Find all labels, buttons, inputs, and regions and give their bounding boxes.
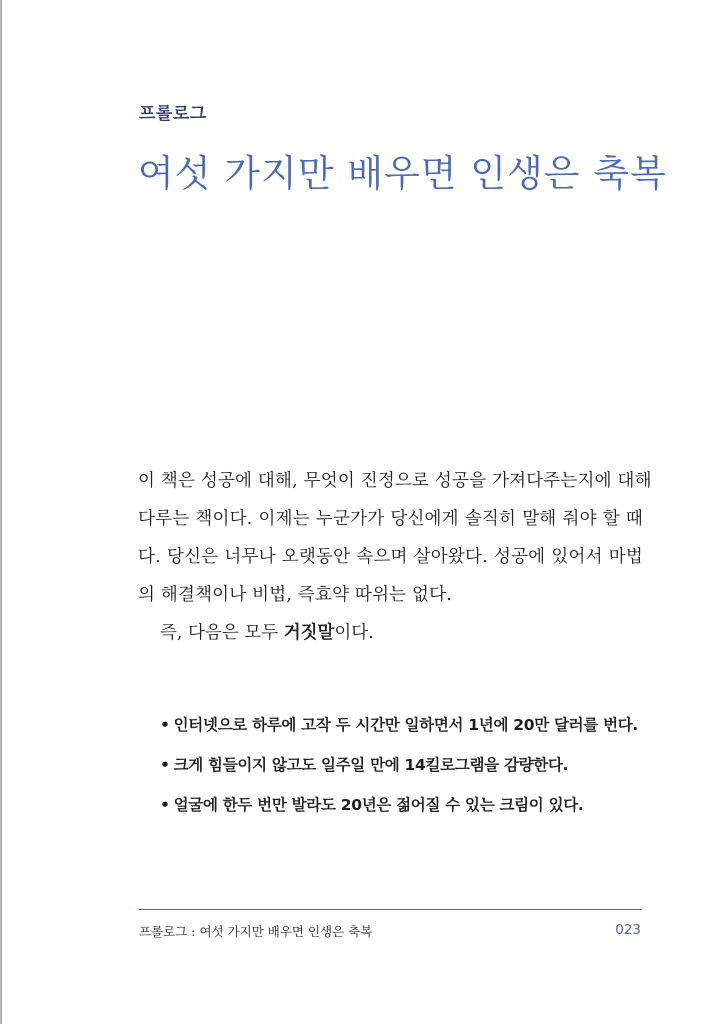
page-number: 023: [615, 922, 641, 938]
bullet-text: 크게 힘들이지 않고도 일주일 만에 14킬로그램을 감량한다.: [173, 756, 569, 774]
section-label: 프롤로그: [139, 104, 207, 124]
emphasis-word: 거짓말: [283, 623, 335, 643]
bullet-marker: •: [160, 756, 170, 774]
bullet-text: 얼굴에 한두 번만 발라도 20년은 젊어질 수 있는 크림이 있다.: [173, 796, 584, 814]
bullet-list: [160, 705, 640, 825]
bullet-item: [160, 745, 640, 785]
bullet-marker: •: [160, 796, 170, 814]
body-line: 이 책은 성공에 대해, 무엇이 진정으로 성공을 가져다주는지에 대해: [138, 471, 652, 491]
body-line: 다. 당신은 너무나 오랫동안 속으며 살아왔다. 성공에 있어서 마법: [138, 547, 643, 567]
indented-line: [138, 614, 643, 652]
footer-rule: [139, 909, 642, 910]
page-edge: [0, 0, 2, 1024]
footer-running-title: 프롤로그 : 여섯 가지만 배우면 인생은 축복: [139, 924, 373, 939]
bullet-marker: •: [160, 716, 170, 734]
chapter-title: 여섯 가지만 배우면 인생은 축복: [138, 152, 667, 195]
body-line: 다루는 책이다. 이제는 누군가가 당신에게 솔직히 말해 줘야 할 때: [138, 509, 643, 529]
bullet-item: [160, 785, 640, 825]
body-paragraph: [138, 462, 652, 652]
bullet-item: [160, 705, 640, 745]
body-line: 의 해결책이나 비법, 즉효약 따위는 없다.: [138, 585, 453, 605]
indented-line-before: 즉, 다음은 모두: [160, 623, 284, 643]
bullet-text: 인터넷으로 하루에 고작 두 시간만 일하면서 1년에 20만 달러를 번다.: [173, 716, 639, 734]
indented-line-after: 이다.: [334, 623, 374, 643]
